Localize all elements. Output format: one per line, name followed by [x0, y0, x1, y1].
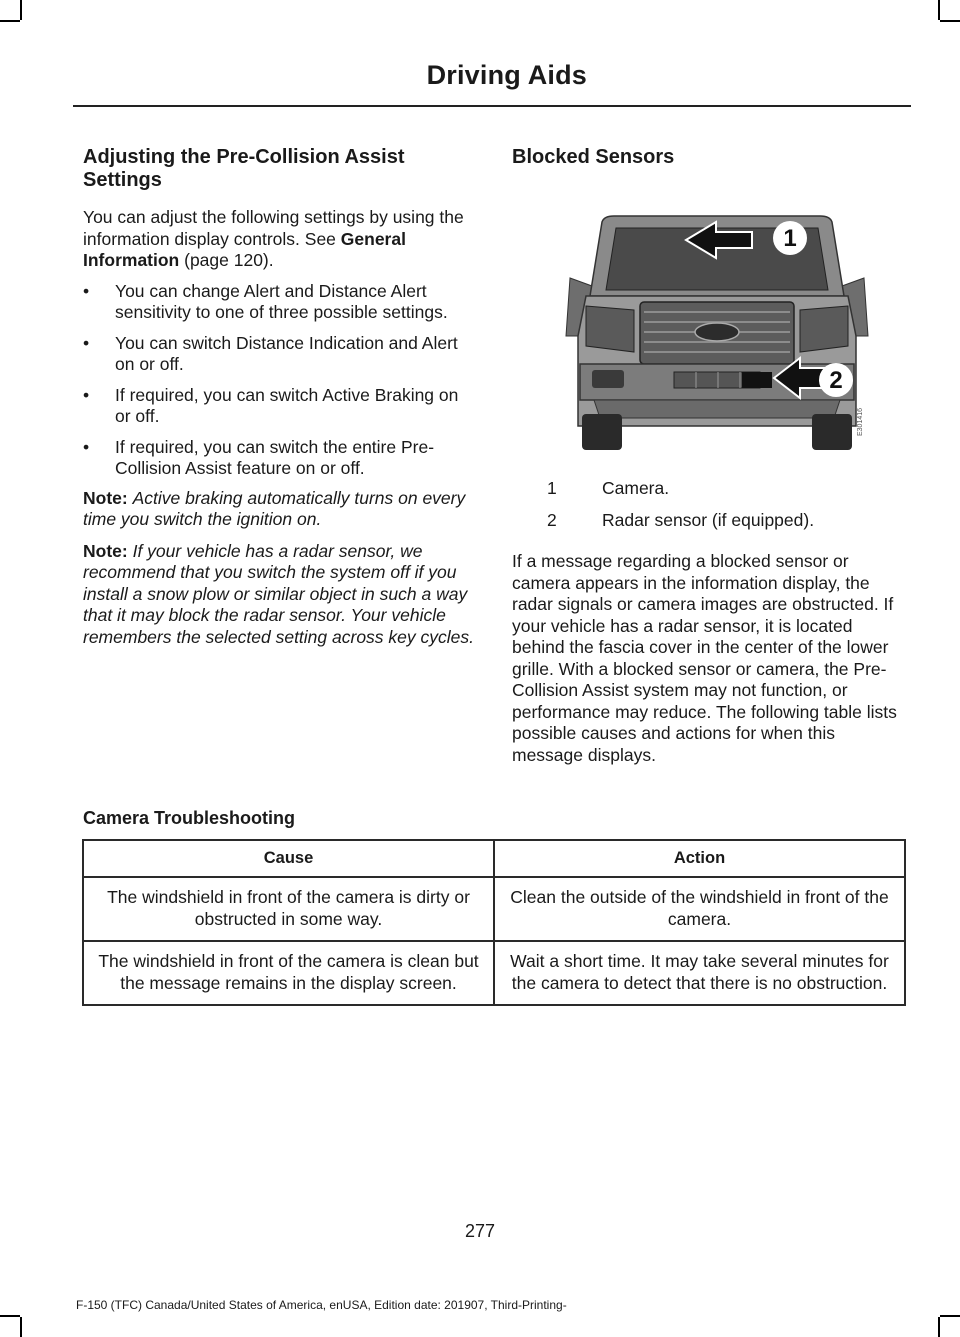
page-header-title: Driving Aids	[426, 60, 587, 90]
table-row	[83, 941, 905, 1005]
legend-number: 1	[547, 478, 557, 498]
note-label: Note:	[83, 487, 128, 508]
truck-icon	[564, 186, 870, 452]
list-item	[83, 281, 475, 324]
edition-footer: F-150 (TFC) Canada/United States of America, enUSA, Edition date: 201907, Third-Printing-	[76, 1298, 567, 1312]
bullet-icon: •	[83, 384, 90, 405]
action-cell: Wait a short time. It may take several minutes for the camera to detect that there is no obstruction.	[494, 941, 905, 1005]
crop-mark	[20, 0, 22, 20]
crop-mark	[940, 1315, 960, 1317]
truck-front-illustration	[564, 186, 870, 452]
note-text: Active braking automatically turns on every time you switch the ignition on.	[83, 487, 466, 529]
callout-2-label: 2	[829, 367, 843, 394]
figure-code: E301416	[857, 407, 864, 436]
bullet-icon: •	[83, 436, 90, 457]
page-number: 277	[464, 1221, 496, 1241]
note-label: Note:	[83, 540, 128, 561]
right-column	[512, 146, 908, 169]
header-rule	[73, 105, 911, 107]
intro-text: You can adjust the following settings by using the information display controls. See	[83, 207, 464, 249]
crop-mark	[20, 1317, 22, 1337]
cause-cell: The windshield in front of the camera is clean but the message remains in the display screen.	[83, 941, 494, 1005]
table-title: Camera Troubleshooting	[83, 808, 296, 828]
bullet-text: You can change Alert and Distance Alert sensitivity to one of three possible settings.	[115, 280, 448, 322]
crop-mark	[940, 20, 960, 22]
crop-mark	[0, 20, 20, 22]
legend-label: Radar sensor (if equipped).	[602, 509, 815, 530]
intro-paragraph	[83, 207, 475, 272]
cause-cell: The windshield in front of the camera is dirty or obstructed in some way.	[83, 877, 494, 941]
general-information-link[interactable]: General Information	[83, 228, 406, 270]
crop-mark	[0, 1315, 20, 1317]
list-item	[547, 478, 907, 500]
bullet-text: You can switch Distance Indication and Alert on or off.	[115, 332, 458, 374]
figure-legend	[547, 478, 907, 541]
list-item	[83, 437, 475, 480]
table-row	[83, 877, 905, 941]
bullet-icon: •	[83, 332, 90, 353]
camera-troubleshooting-table	[82, 839, 906, 1006]
blocked-sensor-paragraph: If a message regarding a blocked sensor or camera appears in the information display, the radar signals or camera images are obstructed. If your vehicle has a radar sensor, it is located behind the fascia cover in the center of the lower grille. With a blocked sensor or camera, the Pre-Collision Assist system may not function, or performance may reduce. The following table lists possible causes and actions for when this message displays.	[512, 551, 897, 765]
crop-mark	[938, 0, 940, 20]
list-item	[83, 333, 475, 376]
note-text: If your vehicle has a radar sensor, we recommend that you switch the system off if you install a snow plow or similar object in such a way that it may block the radar sensor. Your vehicle remembers the selected setting across key cycles.	[83, 540, 474, 647]
section-heading-adjusting: Adjusting the Pre-Collision Assist Settings	[83, 146, 405, 191]
note-radar-sensor	[83, 541, 475, 649]
left-column	[83, 146, 475, 648]
callout-1-label: 1	[783, 225, 797, 252]
note-active-braking	[83, 488, 475, 531]
crop-mark	[938, 1317, 940, 1337]
list-item	[547, 510, 907, 532]
bullet-text: If required, you can switch the entire Pre-Collision Assist feature on or off.	[115, 436, 435, 478]
table-header-row	[83, 840, 905, 877]
legend-label: Camera.	[602, 478, 670, 498]
settings-bullet-list	[83, 281, 475, 480]
legend-number: 2	[547, 509, 557, 530]
intro-page-ref: (page 120).	[179, 250, 274, 270]
column-header-cause: Cause	[83, 840, 494, 877]
bullet-icon: •	[83, 280, 90, 301]
list-item	[83, 385, 475, 428]
column-header-action: Action	[494, 840, 905, 877]
bullet-text: If required, you can switch Active Braking on or off.	[115, 384, 459, 426]
action-cell: Clean the outside of the windshield in front of the camera.	[494, 877, 905, 941]
section-heading-blocked-sensors: Blocked Sensors	[512, 146, 675, 168]
